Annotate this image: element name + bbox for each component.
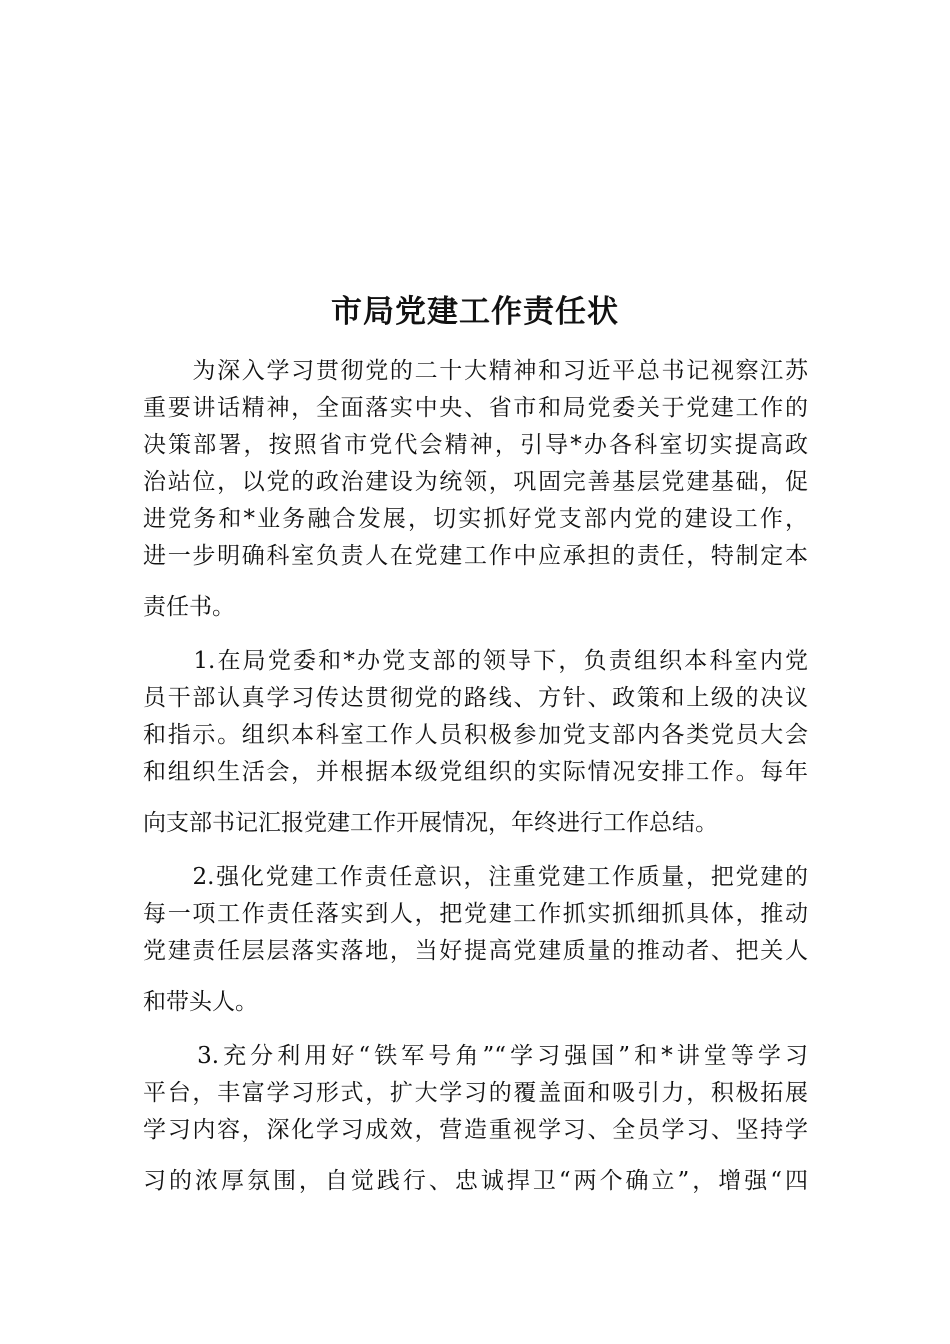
paragraph-1-line-5: 进党务和*业务融合发展，切实抓好党支部内党的建设工作， — [143, 506, 808, 532]
paragraph-4-line-4: 习的浓厚氛围，自觉践行、忠诚捍卫“两个确立”，增强“四 — [143, 1168, 808, 1194]
paragraph-1-line-7: 责任书。 — [143, 594, 235, 620]
paragraph-3-line-3: 党建责任层层落实落地，当好提高党建质量的推动者、把关人 — [143, 938, 808, 964]
paragraph-1-line-4: 治站位，以党的政治建设为统领，巩固完善基层党建基础，促 — [143, 469, 808, 495]
paragraph-2-line-1: 1.在局党委和*办党支部的领导下，负责组织本科室内党 — [143, 648, 808, 674]
paragraph-3-line-2: 每一项工作责任落实到人，把党建工作抓实抓细抓具体，推动 — [143, 901, 808, 927]
paragraph-4-line-2: 平台，丰富学习形式，扩大学习的覆盖面和吸引力，积极拓展 — [143, 1080, 808, 1106]
paragraph-4-line-3: 学习内容，深化学习成效，营造重视学习、全员学习、坚持学 — [143, 1117, 808, 1143]
paragraph-2-line-2: 员干部认真学习传达贯彻党的路线、方针、政策和上级的决议 — [143, 685, 808, 711]
paragraph-2-line-3: 和指示。组织本科室工作人员积极参加党支部内各类党员大会 — [143, 722, 808, 748]
paragraph-2-line-5: 向支部书记汇报党建工作开展情况，年终进行工作总结。 — [143, 810, 718, 836]
paragraph-2-line-4: 和组织生活会，并根据本级党组织的实际情况安排工作。每年 — [143, 759, 808, 785]
paragraph-1-line-2: 重要讲话精神，全面落实中央、省市和局党委关于党建工作的 — [143, 395, 808, 421]
paragraph-4-line-1: 3.充分利用好“铁军号角”“学习强国”和*讲堂等学习 — [143, 1043, 808, 1069]
paragraph-1-line-1: 为深入学习贯彻党的二十大精神和习近平总书记视察江苏 — [143, 358, 808, 384]
document-title: 市局党建工作责任状 — [331, 294, 619, 330]
paragraph-3-line-1: 2.强化党建工作责任意识，注重党建工作质量，把党建的 — [143, 864, 808, 890]
paragraph-1-line-3: 决策部署，按照省市党代会精神，引导*办各科室切实提高政 — [143, 432, 808, 458]
paragraph-3-line-4: 和带头人。 — [143, 989, 258, 1015]
paragraph-1-line-6: 进一步明确科室负责人在党建工作中应承担的责任，特制定本 — [143, 543, 808, 569]
